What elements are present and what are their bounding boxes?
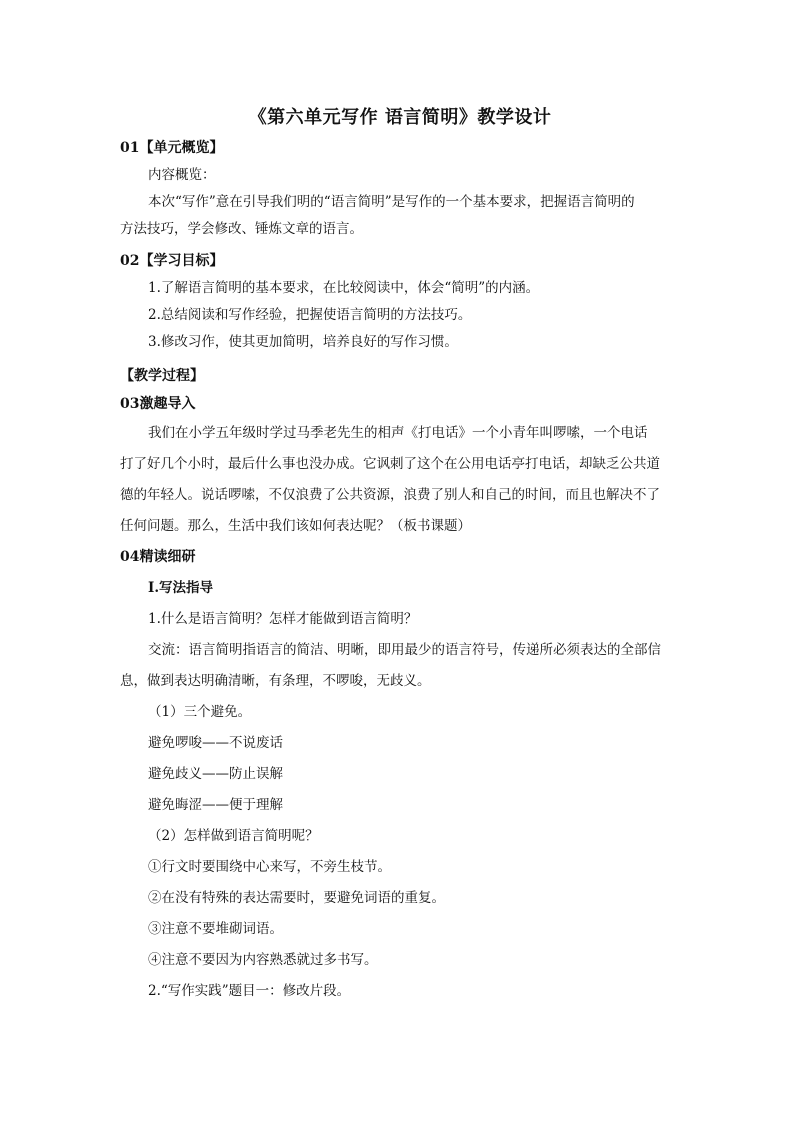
learning-goal-1: 1.了解语言简明的基本要求，在比较阅读中，体会“简明”的内涵。 <box>148 280 540 296</box>
section-heading-close-reading: 04精读细研 <box>120 549 196 565</box>
learning-goal-2: 2.总结阅读和写作经验，把握使语言简明的方法技巧。 <box>148 307 472 323</box>
content-overview-label: 内容概览： <box>148 167 216 183</box>
overview-paragraph-line-1: 本次“写作”意在引导我们明的“语言简明”是写作的一个基本要求，把握语言简明的 <box>148 194 635 210</box>
how-item-3: ③注意不要堆砌词语。 <box>148 921 283 937</box>
question-1: 1.什么是语言简明？怎样才能做到语言简明？ <box>148 611 418 627</box>
exchange-line-2: 息，做到表达明确清晰，有条理，不啰唆，无歧义。 <box>120 673 431 689</box>
writing-guidance-subheading: Ⅰ.写法指导 <box>148 580 214 596</box>
writing-practice-item: 2.“写作实践”题目一：修改片段。 <box>148 983 351 999</box>
avoid-item-1: 避免啰唆——不说废话 <box>148 735 283 751</box>
avoid-item-2: 避免歧义——防止误解 <box>148 766 283 782</box>
how-to-title: （2）怎样做到语言简明呢？ <box>148 828 319 844</box>
intro-paragraph-line-3: 德的年轻人。说话啰嗦，不仅浪费了公共资源，浪费了别人和自己的时间，而且也解决不了 <box>120 487 660 503</box>
exchange-line-1: 交流：语言简明指语言的简洁、明晰，即用最少的语言符号，传递所必须表达的全部信 <box>148 642 661 658</box>
three-avoidances-title: （1）三个避免。 <box>148 704 252 720</box>
section-heading-introduction: 03激趣导入 <box>120 396 196 412</box>
document-title: 《第六单元写作 语言简明》教学设计 <box>248 107 552 128</box>
how-item-1: ①行文时要围绕中心来写，不旁生枝节。 <box>148 859 391 875</box>
how-item-2: ②在没有特殊的表达需要时，要避免词语的重复。 <box>148 890 445 906</box>
intro-paragraph-line-4: 任何问题。那么，生活中我们该如何表达呢？（板书课题） <box>120 518 471 534</box>
section-heading-unit-overview: 01【单元概览】 <box>120 140 224 156</box>
intro-paragraph-line-1: 我们在小学五年级时学过马季老先生的相声《打电话》一个小青年叫啰嗦，一个电话 <box>148 425 648 441</box>
teaching-process-heading: 【教学过程】 <box>120 368 204 384</box>
document-body <box>120 104 680 1007</box>
learning-goal-3: 3.修改习作，使其更加简明，培养良好的写作习惯。 <box>148 334 458 350</box>
overview-paragraph-line-2: 方法技巧，学会修改、锤炼文章的语言。 <box>120 221 363 237</box>
avoid-item-3: 避免晦涩——便于理解 <box>148 797 283 813</box>
how-item-4: ④注意不要因为内容熟悉就过多书写。 <box>148 952 378 968</box>
intro-paragraph-line-2: 打了好几个小时，最后什么事也没办成。它讽刺了这个在公用电话亭打电话，却缺乏公共道 <box>120 456 660 472</box>
section-heading-learning-goals: 02【学习目标】 <box>120 253 224 269</box>
